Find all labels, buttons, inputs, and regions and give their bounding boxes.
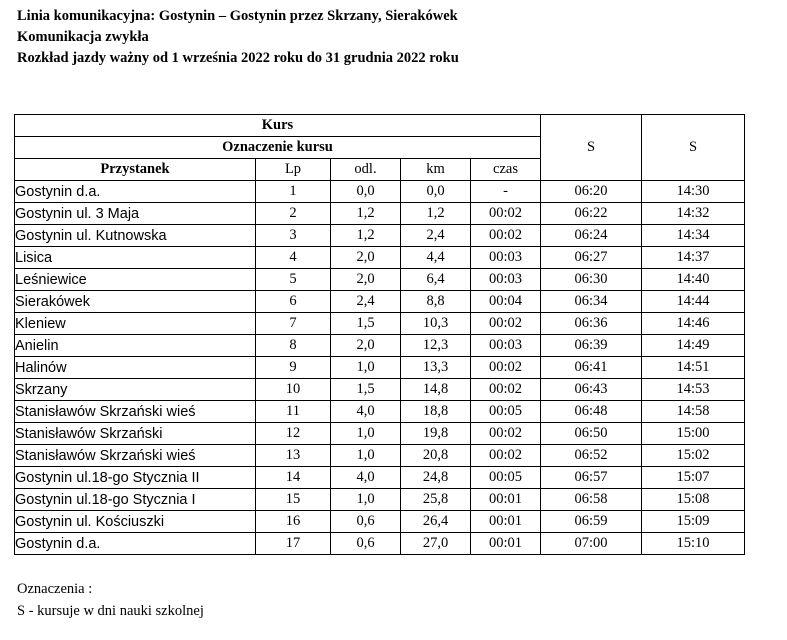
departure-course-1: 06:57 — [541, 467, 642, 489]
stop-name: Sierakówek — [15, 291, 256, 313]
stop-lp: 17 — [256, 533, 331, 555]
stop-km: 26,4 — [401, 511, 471, 533]
departure-course-2: 14:32 — [642, 203, 745, 225]
stop-name: Leśniewice — [15, 269, 256, 291]
stop-odl: 1,5 — [331, 379, 401, 401]
stop-odl: 4,0 — [331, 401, 401, 423]
departure-course-2: 14:46 — [642, 313, 745, 335]
stop-czas: 00:02 — [471, 313, 541, 335]
stop-odl: 1,2 — [331, 225, 401, 247]
stop-km: 4,4 — [401, 247, 471, 269]
stop-name: Kleniew — [15, 313, 256, 335]
timetable — [14, 114, 745, 555]
stop-name: Gostynin d.a. — [15, 181, 256, 203]
stop-name: Stanisławów Skrzański wieś — [15, 445, 256, 467]
legend-item: S - kursuje w dni nauki szkolnej — [17, 603, 204, 619]
stop-czas: - — [471, 181, 541, 203]
stop-lp: 13 — [256, 445, 331, 467]
departure-course-1: 06:50 — [541, 423, 642, 445]
line-title: Linia komunikacyjna: Gostynin – Gostynin przez Skrzany, Sierakówek — [17, 8, 458, 24]
stop-name: Gostynin ul. 3 Maja — [15, 203, 256, 225]
stop-lp: 16 — [256, 511, 331, 533]
stop-lp: 2 — [256, 203, 331, 225]
departure-course-1: 07:00 — [541, 533, 642, 555]
departure-course-1: 06:58 — [541, 489, 642, 511]
departure-course-1: 06:48 — [541, 401, 642, 423]
stop-km: 10,3 — [401, 313, 471, 335]
stop-lp: 7 — [256, 313, 331, 335]
timetable-body — [15, 181, 745, 555]
stop-czas: 00:03 — [471, 335, 541, 357]
stop-odl: 1,5 — [331, 313, 401, 335]
stop-km: 12,3 — [401, 335, 471, 357]
departure-course-2: 14:40 — [642, 269, 745, 291]
stop-czas: 00:03 — [471, 247, 541, 269]
departure-course-2: 14:30 — [642, 181, 745, 203]
stop-lp: 8 — [256, 335, 331, 357]
validity-period: Rozkład jazdy ważny od 1 września 2022 roku do 31 grudnia 2022 roku — [17, 50, 459, 66]
table-row — [15, 467, 745, 489]
stop-name: Gostynin d.a. — [15, 533, 256, 555]
stop-czas: 00:01 — [471, 489, 541, 511]
stop-name: Lisica — [15, 247, 256, 269]
stop-name: Stanisławów Skrzański wieś — [15, 401, 256, 423]
departure-course-1: 06:30 — [541, 269, 642, 291]
stop-lp: 6 — [256, 291, 331, 313]
departure-course-1: 06:43 — [541, 379, 642, 401]
stop-lp: 14 — [256, 467, 331, 489]
legend — [17, 578, 204, 622]
header-kurs: Kurs — [15, 115, 541, 137]
col-lp: Lp — [256, 159, 331, 181]
stop-km: 25,8 — [401, 489, 471, 511]
stop-czas: 00:01 — [471, 533, 541, 555]
stop-czas: 00:05 — [471, 401, 541, 423]
departure-course-1: 06:41 — [541, 357, 642, 379]
departure-course-2: 14:58 — [642, 401, 745, 423]
table-row — [15, 379, 745, 401]
departure-course-2: 14:44 — [642, 291, 745, 313]
table-row — [15, 335, 745, 357]
stop-czas: 00:02 — [471, 423, 541, 445]
table-row — [15, 533, 745, 555]
stop-km: 20,8 — [401, 445, 471, 467]
col-czas: czas — [471, 159, 541, 181]
stop-odl: 0,6 — [331, 511, 401, 533]
col-km: km — [401, 159, 471, 181]
table-row — [15, 423, 745, 445]
stop-km: 13,3 — [401, 357, 471, 379]
departure-course-1: 06:52 — [541, 445, 642, 467]
stop-name: Gostynin ul.18-go Stycznia II — [15, 467, 256, 489]
stop-lp: 4 — [256, 247, 331, 269]
table-row — [15, 181, 745, 203]
departure-course-1: 06:34 — [541, 291, 642, 313]
stop-czas: 00:02 — [471, 379, 541, 401]
departure-course-2: 15:09 — [642, 511, 745, 533]
stop-km: 27,0 — [401, 533, 471, 555]
departure-course-1: 06:39 — [541, 335, 642, 357]
stop-km: 19,8 — [401, 423, 471, 445]
stop-km: 24,8 — [401, 467, 471, 489]
stop-odl: 1,0 — [331, 445, 401, 467]
departure-course-1: 06:36 — [541, 313, 642, 335]
departure-course-1: 06:20 — [541, 181, 642, 203]
stop-km: 6,4 — [401, 269, 471, 291]
table-row — [15, 511, 745, 533]
stop-odl: 2,4 — [331, 291, 401, 313]
header-oznaczenie: Oznaczenie kursu — [15, 137, 541, 159]
document-header — [17, 6, 459, 69]
departure-course-2: 15:10 — [642, 533, 745, 555]
stop-czas: 00:04 — [471, 291, 541, 313]
table-row — [15, 357, 745, 379]
departure-course-2: 14:34 — [642, 225, 745, 247]
departure-course-2: 15:02 — [642, 445, 745, 467]
stop-name: Stanisławów Skrzański — [15, 423, 256, 445]
stop-name: Anielin — [15, 335, 256, 357]
stop-czas: 00:02 — [471, 225, 541, 247]
stop-name: Gostynin ul.18-go Stycznia I — [15, 489, 256, 511]
stop-czas: 00:01 — [471, 511, 541, 533]
stop-km: 2,4 — [401, 225, 471, 247]
departure-course-2: 15:08 — [642, 489, 745, 511]
service-type: Komunikacja zwykła — [17, 29, 149, 45]
table-row — [15, 313, 745, 335]
departure-course-2: 14:37 — [642, 247, 745, 269]
course-1-code: S — [541, 115, 642, 181]
stop-km: 1,2 — [401, 203, 471, 225]
departure-course-2: 15:00 — [642, 423, 745, 445]
stop-lp: 5 — [256, 269, 331, 291]
stop-odl: 0,6 — [331, 533, 401, 555]
table-row — [15, 203, 745, 225]
table-row — [15, 445, 745, 467]
stop-odl: 2,0 — [331, 269, 401, 291]
stop-name: Halinów — [15, 357, 256, 379]
stop-czas: 00:02 — [471, 203, 541, 225]
departure-course-2: 14:49 — [642, 335, 745, 357]
stop-km: 8,8 — [401, 291, 471, 313]
stop-lp: 11 — [256, 401, 331, 423]
departure-course-1: 06:59 — [541, 511, 642, 533]
stop-odl: 2,0 — [331, 247, 401, 269]
stop-odl: 0,0 — [331, 181, 401, 203]
stop-name: Skrzany — [15, 379, 256, 401]
departure-course-2: 14:51 — [642, 357, 745, 379]
legend-title: Oznaczenia : — [17, 581, 93, 597]
table-row — [15, 247, 745, 269]
col-odl: odl. — [331, 159, 401, 181]
stop-czas: 00:02 — [471, 445, 541, 467]
departure-course-1: 06:27 — [541, 247, 642, 269]
stop-odl: 1,0 — [331, 489, 401, 511]
stop-odl: 2,0 — [331, 335, 401, 357]
stop-odl: 1,0 — [331, 357, 401, 379]
stop-lp: 15 — [256, 489, 331, 511]
stop-lp: 1 — [256, 181, 331, 203]
col-przystanek: Przystanek — [15, 159, 256, 181]
table-row — [15, 401, 745, 423]
stop-czas: 00:03 — [471, 269, 541, 291]
stop-name: Gostynin ul. Kutnowska — [15, 225, 256, 247]
stop-km: 0,0 — [401, 181, 471, 203]
stop-odl: 1,2 — [331, 203, 401, 225]
departure-course-1: 06:24 — [541, 225, 642, 247]
stop-czas: 00:02 — [471, 357, 541, 379]
table-row — [15, 489, 745, 511]
table-row — [15, 291, 745, 313]
departure-course-1: 06:22 — [541, 203, 642, 225]
departure-course-2: 15:07 — [642, 467, 745, 489]
table-row — [15, 225, 745, 247]
stop-lp: 10 — [256, 379, 331, 401]
stop-km: 14,8 — [401, 379, 471, 401]
stop-lp: 9 — [256, 357, 331, 379]
stop-km: 18,8 — [401, 401, 471, 423]
stop-name: Gostynin ul. Kościuszki — [15, 511, 256, 533]
stop-odl: 1,0 — [331, 423, 401, 445]
course-2-code: S — [642, 115, 745, 181]
stop-czas: 00:05 — [471, 467, 541, 489]
stop-lp: 3 — [256, 225, 331, 247]
table-row — [15, 269, 745, 291]
stop-lp: 12 — [256, 423, 331, 445]
stop-odl: 4,0 — [331, 467, 401, 489]
departure-course-2: 14:53 — [642, 379, 745, 401]
